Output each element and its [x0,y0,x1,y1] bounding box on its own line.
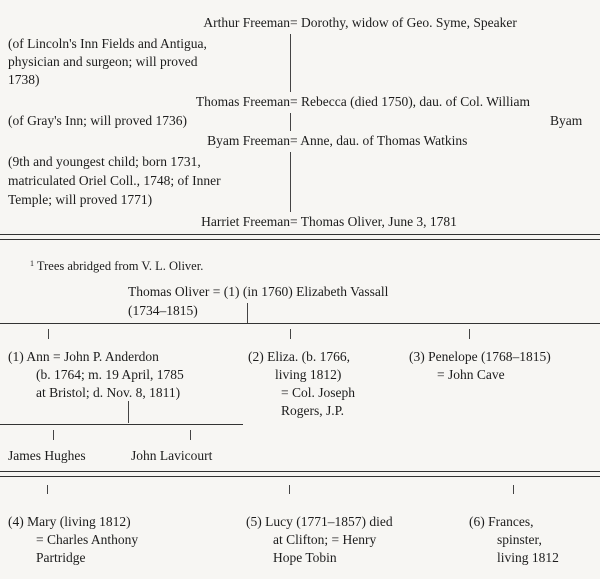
child-mary-line-1: (4) Mary (living 1812) [8,514,131,529]
thomas-desc: (of Gray's Inn; will proved 1736) [8,113,188,128]
double-rule [0,471,600,477]
child-lucy-line-3: Hope Tobin [273,550,337,565]
footnote-marker: 1 [30,259,34,268]
child-penelope-line-1: (3) Penelope (1768–1815) [409,349,551,364]
child-ann-line-2: (b. 1764; m. 19 April, 1785 [36,367,184,382]
arthur-desc-line-1: (of Lincoln's Inn Fields and Antigua, [8,36,207,51]
harriet-freeman-spouse: = Thomas Oliver, June 3, 1781 [290,214,457,229]
child-eliza-line-2: living 1812) [275,367,342,382]
child-penelope-line-2: = John Cave [437,367,505,382]
footnote-text: Trees abridged from V. L. Oliver. [36,259,204,273]
grandchild-james-hughes: James Hughes [8,448,86,463]
child-eliza-line-3: = Col. Joseph [281,385,355,400]
footnote [30,255,203,275]
grandchild-rule [0,424,243,425]
thomas-freeman-spouse: = Rebecca (died 1750), dau. of Col. William [290,94,531,109]
byam-freeman-spouse: = Anne, dau. of Thomas Watkins [290,133,468,148]
byam-desc-line-3: Temple; will proved 1771) [8,192,153,207]
branch-tick [289,485,290,494]
thomas-oliver-dates: (1734–1815) [128,303,198,318]
branch-tick [190,430,191,440]
byam-desc-line-1: (9th and youngest child; born 1731, [8,154,201,169]
descent-line [128,401,129,423]
child-ann-line-3: at Bristol; d. Nov. 8, 1811) [36,385,181,400]
branch-tick [290,329,291,339]
branch-tick [53,430,54,440]
thomas-freeman-name: Thomas Freeman [195,94,290,109]
descent-line [290,113,291,131]
byam-freeman-name: Byam Freeman [207,133,290,148]
child-frances-line-1: (6) Frances, [469,514,534,529]
child-lucy-line-1: (5) Lucy (1771–1857) died [246,514,393,529]
arthur-desc-line-2: physician and surgeon; will proved [8,54,198,69]
thomas-spouse-cont: Byam [550,113,583,128]
branch-tick [48,329,49,339]
harriet-freeman-name: Harriet Freeman [201,214,290,229]
arthur-freeman-name: Arthur Freeman [203,15,290,30]
sibling-rule [0,323,600,324]
double-rule [0,234,600,240]
branch-tick [469,329,470,339]
child-lucy-line-2: at Clifton; = Henry [273,532,377,547]
child-mary-line-3: Partridge [36,550,86,565]
byam-desc-line-2: matriculated Oriel Coll., 1748; of Inner [8,173,221,188]
arthur-freeman-spouse: = Dorothy, widow of Geo. Syme, Speaker [290,15,517,30]
child-frances-line-2: spinster, [497,532,542,547]
child-frances-line-3: living 1812 [497,550,559,565]
arthur-desc-line-3: 1738) [8,72,40,87]
grandchild-john-lavicourt: John Lavicourt [131,448,213,463]
child-eliza-line-1: (2) Eliza. (b. 1766, [248,349,350,364]
thomas-oliver-root: Thomas Oliver = (1) (in 1760) Elizabeth Vassall [128,284,389,299]
child-ann-line-1: (1) Ann = John P. Anderdon [8,349,159,364]
descent-line [247,303,248,323]
descent-line [290,152,291,212]
child-mary-line-2: = Charles Anthony [36,532,139,547]
descent-line [290,34,291,92]
branch-tick [47,485,48,494]
branch-tick [513,485,514,494]
child-eliza-line-4: Rogers, J.P. [281,403,345,418]
